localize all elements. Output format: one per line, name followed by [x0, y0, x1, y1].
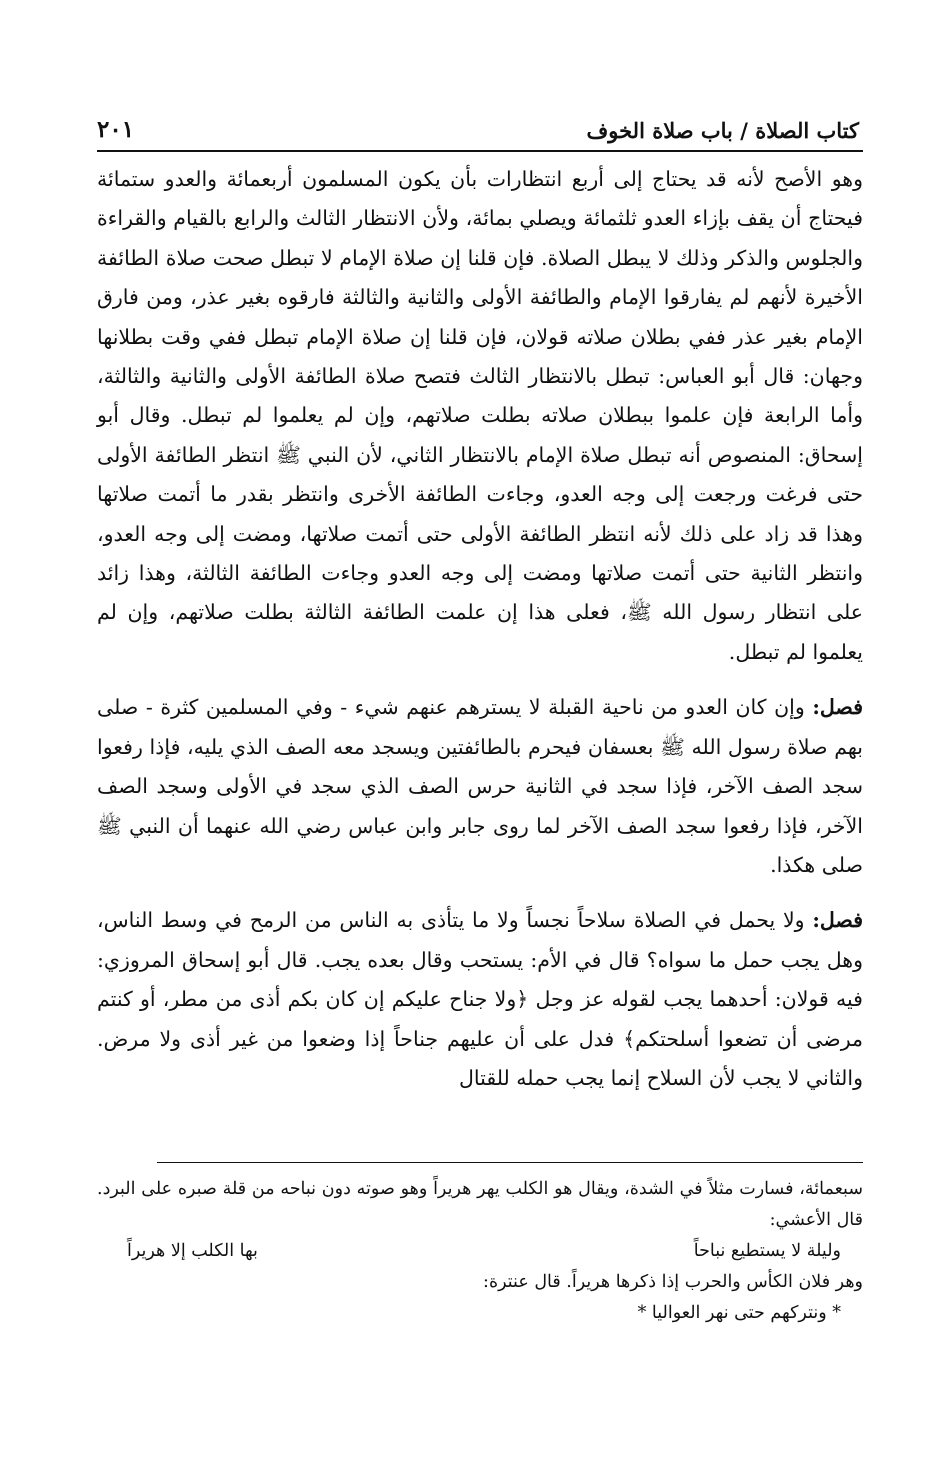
paragraph-1: وهو الأصح لأنه قد يحتاج إلى أربع انتظارات بأن يكون المسلمون أربعمائة والعدو ستمائة فيحتاج أن يقف بإزاء العدو ثلثمائة ويصلي بمائة، ولأن الانتظار الثالث والرابع بالقيام والقراءة والجلوس والذكر وذلك لا يبطل الصلاة. فإن قلنا إن صلاة الإمام لا تبطل صحت صلاة الطائفة الأخيرة لأنهم لم يفارقوا الإمام والطائفة الأولى والثانية والثالثة فارقوه بغير عذر، ومن فارق الإمام بغير عذر ففي بطلان صلاته قولان، فإن قلنا إن صلاة الإمام تبطل ففي وقت بطلانها وجهان: قال أبو العباس: تبطل بالانتظار الثالث فتصح صلاة الطائفة الأولى والثانية والثالثة، وأما الرابعة فإن علموا ببطلان صلاته بطلت صلاتهم، وإن لم يعلموا لم تبطل. وقال أبو إسحاق: المنصوص أنه تبطل صلاة الإمام بالانتظار الثاني، لأن النبي ﷺ انتظر الطائفة الأولى حتى فرغت ورجعت إلى وجه العدو، وجاءت الطائفة الأخرى وانتظر بقدر ما أتمت صلاتها وهذا قد زاد على ذلك لأنه انتظر الطائفة الأولى حتى أتمت صلاتها، ومضت إلى وجه العدو، وانتظر الثانية حتى أتمت صلاتها ومضت إلى وجه العدو وجاءت الطائفة الثالثة، وهذا زائد على انتظار رسول الله ﷺ، فعلى هذا إن علمت الطائفة الثالثة بطلت صلاتهم، وإن لم يعلموا لم تبطل.	[97, 167, 863, 664]
main-text	[97, 160, 863, 1098]
poetry-line: * ونتركهم حتى نهر العواليا *	[637, 1303, 841, 1323]
section-term: فصل:	[812, 695, 863, 720]
footnote-line: وهر فلان الكأس والحرب إذا ذكرها هريراً. قال عنترة:	[483, 1272, 863, 1292]
paragraph-3-text: ولا يحمل في الصلاة سلاحاً نجساً ولا ما يتأذى به الناس من الرمح في وسط الناس، وهل يجب حمل ما سواه؟ قال في الأم: يستحب وقال بعده يجب. قال أبو إسحاق المروزي: فيه قولان: أحدهما يجب لقوله عز وجل ﴿ولا جناح عليكم إن كان بكم أذى من مطر، أو كنتم مرضى أن تضعوا أسلحتكم﴾ فدل على أن عليهم جناحاً إذا وضعوا من غير أذى ولا مرض. والثاني لا يجب لأن السلاح إنما يجب حمله للقتال	[97, 908, 863, 1090]
verse-second-hemistich: بها الكلب إلا هريراً	[127, 1241, 258, 1261]
page-number: ٢٠١	[97, 116, 135, 143]
running-title: كتاب الصلاة / باب صلاة الخوف	[586, 118, 859, 143]
paragraph-2-text: وإن كان العدو من ناحية القبلة لا يسترهم عنهم شيء - وفي المسلمين كثرة - صلى بهم صلاة رسول الله ﷺ بعسفان فيحرم بالطائفتين ويسجد معه الصف الذي يليه، فإذا رفعوا سجد الصف الآخر، فإذا سجد في الثانية حرس الصف الذي سجد في الأولى وسجد الصف الآخر، فإذا رفعوا سجد الصف الآخر لما روى جابر وابن عباس رضي الله عنهما أن النبي ﷺ صلى هكذا.	[97, 695, 863, 877]
footnote-rule	[157, 1162, 863, 1163]
paragraph-2	[97, 688, 863, 885]
page-header	[97, 114, 859, 164]
footnote-line: سبعمائة، فسارت مثلاً في الشدة، ويقال هو الكلب يهر هريراً وهو صوته دون نباحه من قلة صبره على البرد. قال الأعشي:	[97, 1179, 863, 1230]
header-rule	[97, 150, 863, 152]
poetry-verse	[97, 1236, 863, 1267]
footnotes	[97, 1174, 863, 1329]
verse-first-hemistich: وليلة لا يستطيع نباحاً	[693, 1241, 841, 1261]
section-term: فصل:	[812, 908, 863, 933]
paragraph-3	[97, 901, 863, 1098]
